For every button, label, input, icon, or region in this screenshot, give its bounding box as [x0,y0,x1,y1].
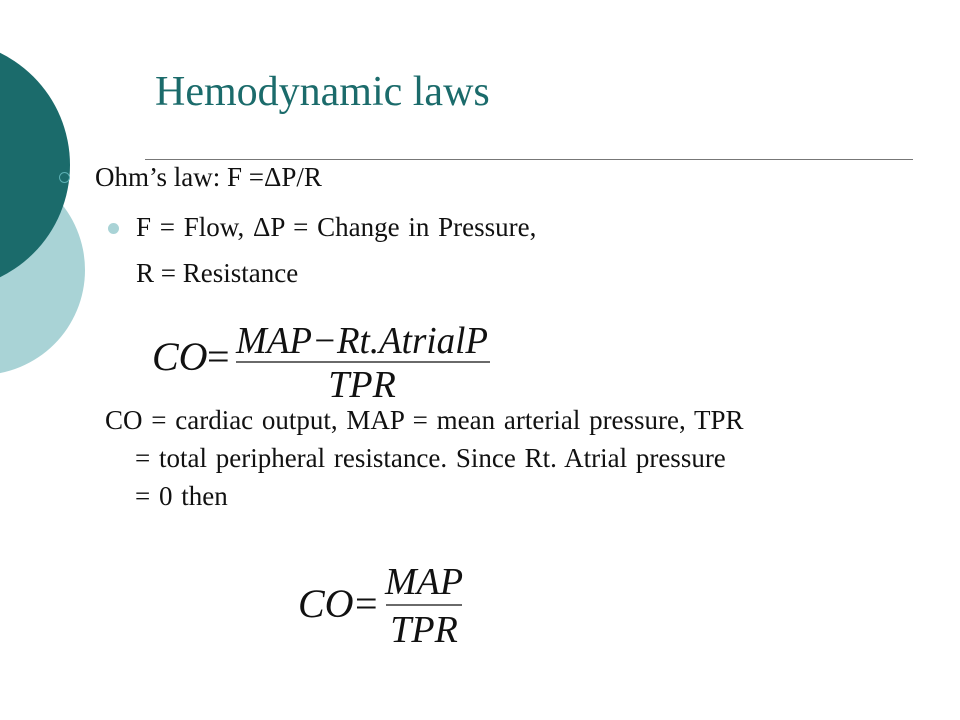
eq2-numerator: MAP [384,561,464,603]
eq1-lhs: CO [152,334,208,379]
bullet-definitions-line2: R = Resistance [136,258,299,288]
explanation-line1: CO = cardiac output, MAP = mean arterial pressure, TPR [105,405,744,435]
eq2-denominator: TPR [390,609,458,651]
explanation-line2: = total peripheral resistance. Since Rt. Atrial pressure [135,443,726,473]
explanation-line3: = 0 then [135,481,228,511]
eq1-numerator: MAP−Rt.AtrialP [235,320,488,362]
slide-title: Hemodynamic laws [155,69,490,115]
bullet-definitions-line1: F = Flow, ΔP = Change in Pressure, [136,212,537,242]
eq2-equals: = [355,581,378,626]
eq2-lhs: CO [298,581,354,626]
eq1-denominator: TPR [328,364,396,406]
eq1-equals: = [207,334,230,379]
explanation-paragraph [105,401,895,515]
bullet-ohms-law: Ohm’s law: F =ΔP/R [95,162,322,192]
